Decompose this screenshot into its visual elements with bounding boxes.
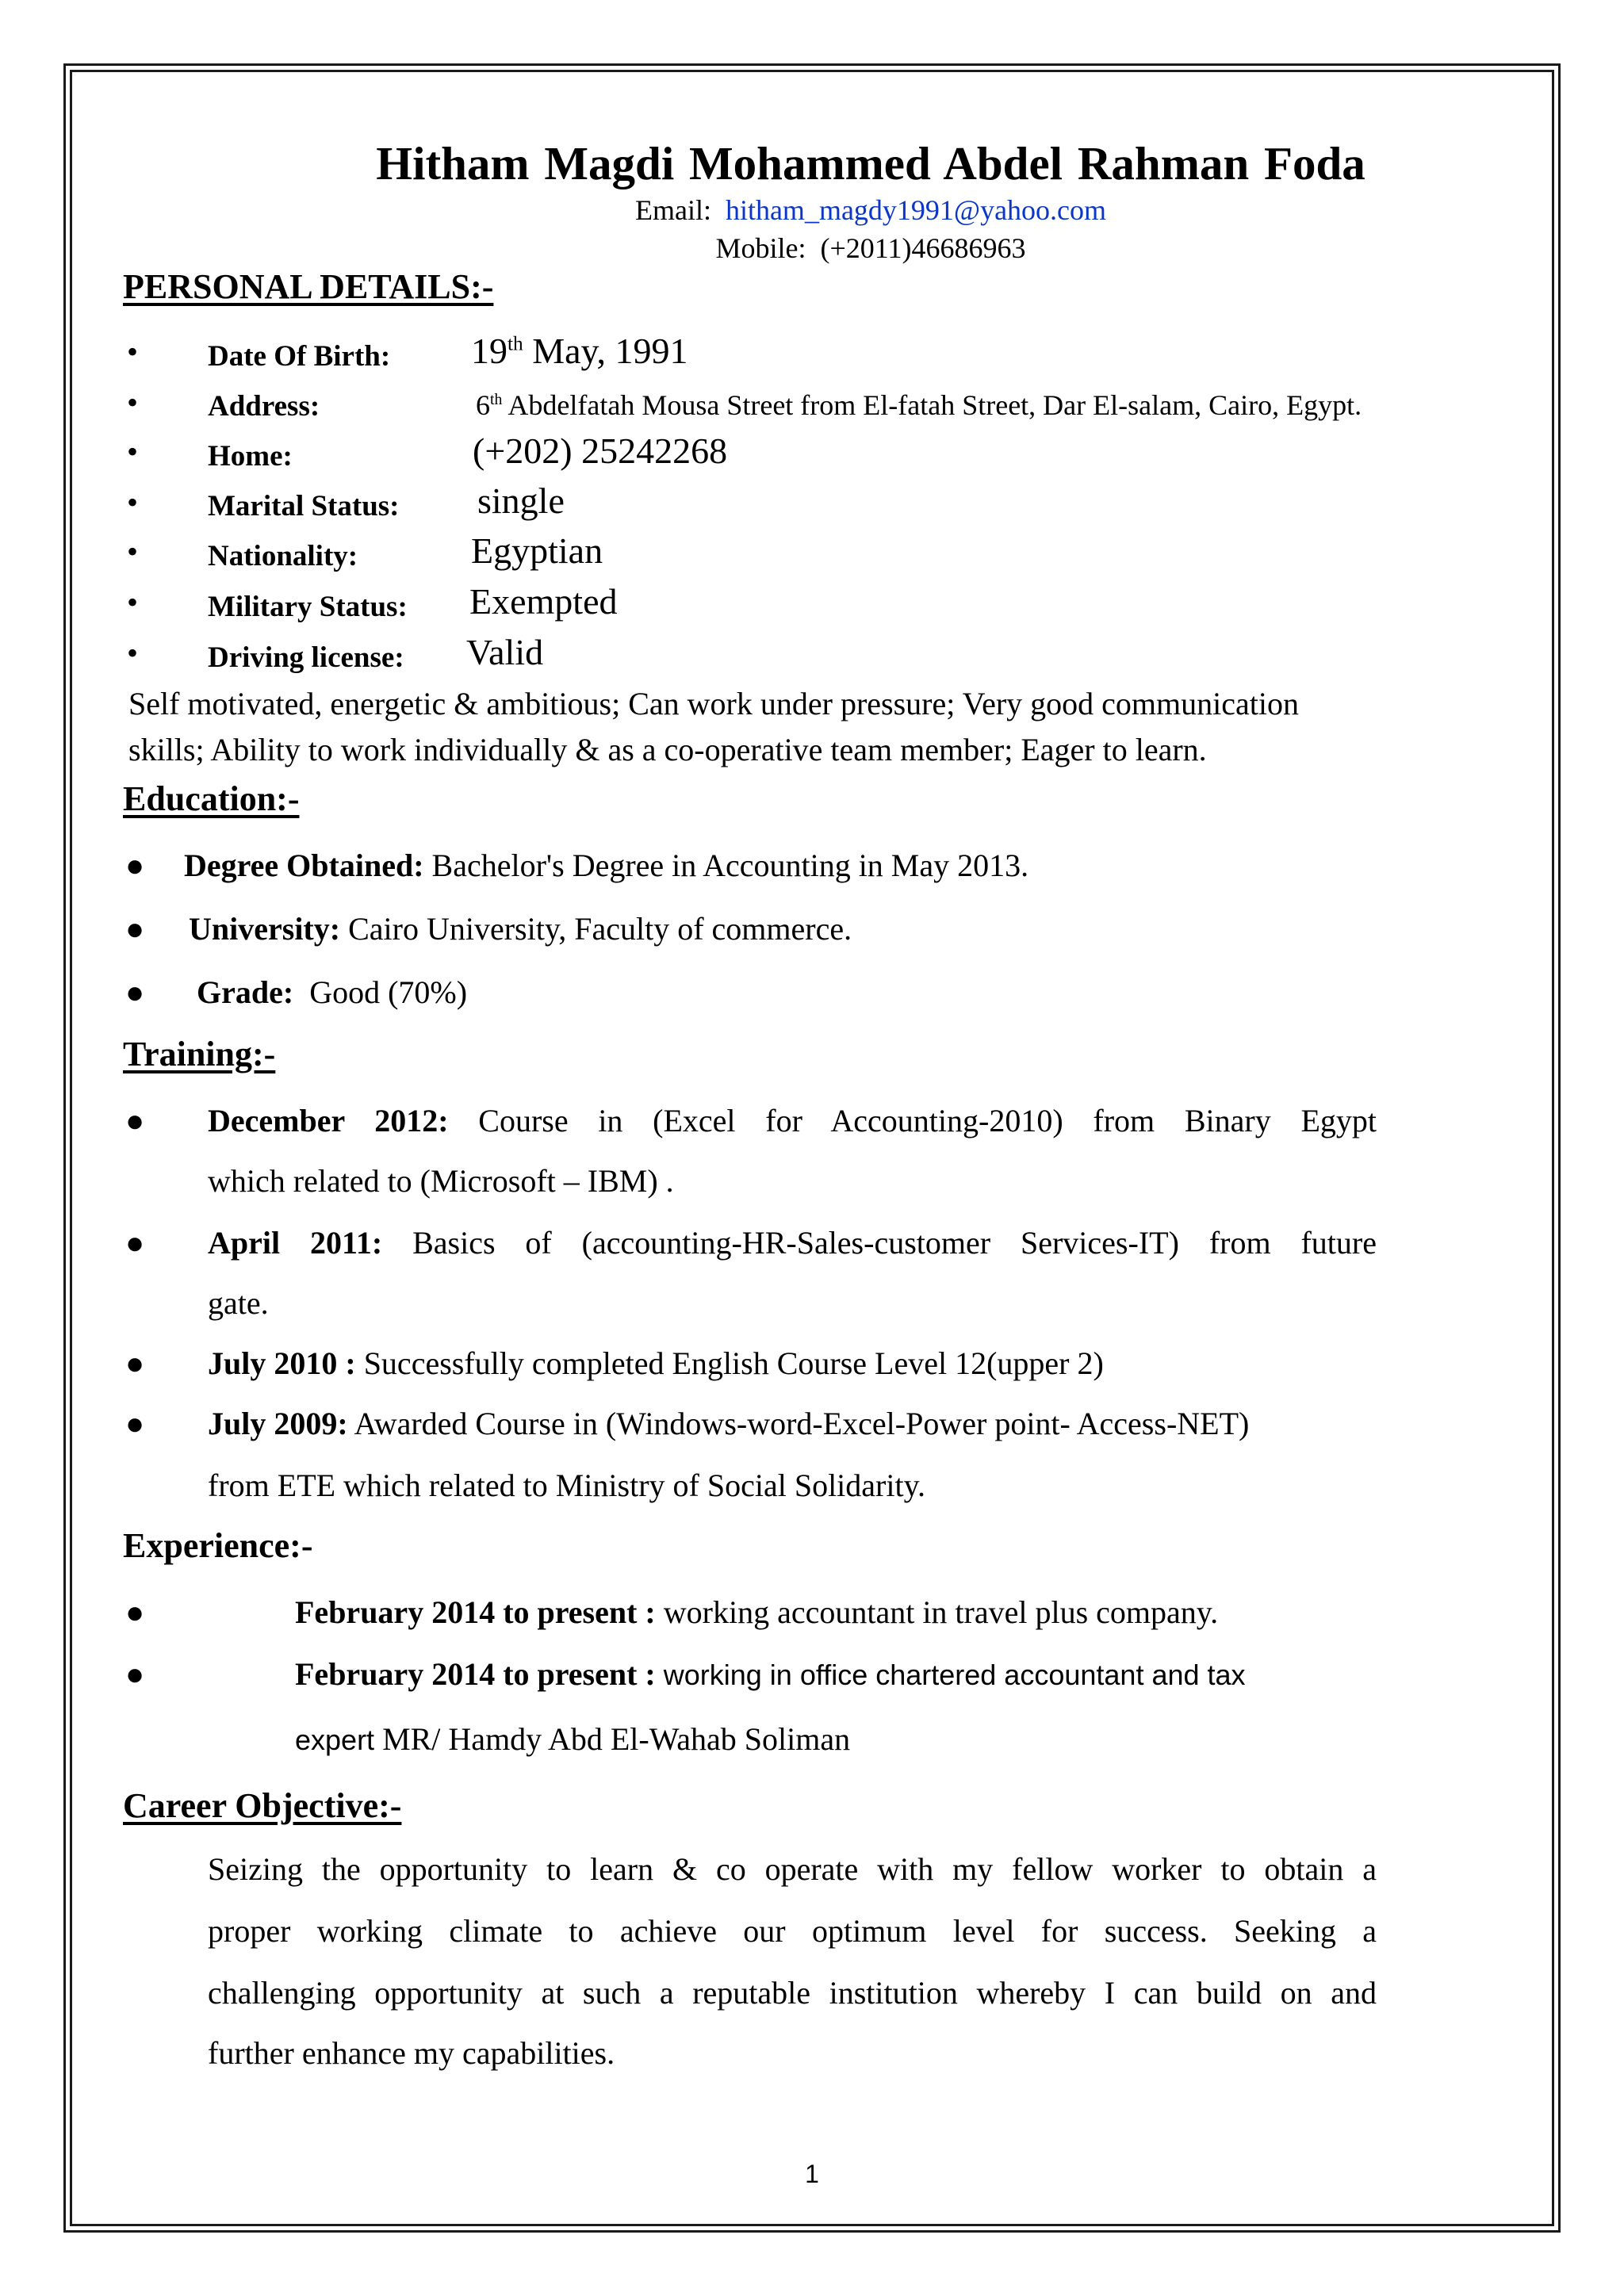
training-item: July 2010 : Successfully completed English Course Level 12(upper 2) (208, 1345, 1104, 1381)
dob-value: 19th May, 1991 (471, 331, 688, 371)
bullet: ● (125, 1656, 145, 1692)
home-label: Home: (208, 440, 293, 473)
bullet: • (127, 534, 139, 569)
education-university: University: Cairo University, Faculty of commerce. (189, 911, 852, 947)
training-item: July 2009: Awarded Course in (Windows-word-Excel-Power point- Access-NET) (208, 1406, 1250, 1441)
bullet: ● (125, 974, 145, 1010)
bullet: • (127, 484, 139, 520)
nationality-value: Egyptian (471, 530, 603, 571)
military-status-label: Military Status: (208, 591, 408, 623)
bullet: ● (125, 911, 145, 947)
summary-line: Self motivated, energetic & ambitious; Can work under pressure; Very good communication (128, 686, 1299, 721)
training-item-continued: from ETE which related to Ministry of Social Solidarity. (208, 1468, 925, 1503)
marital-status-value: single (477, 480, 565, 521)
bullet: • (127, 635, 139, 671)
address-value: 6th Abdelfatah Mousa Street from El-fatah Street, Dar El-salam, Cairo, Egypt. (476, 389, 1362, 421)
email-label: Email: (634, 194, 711, 226)
education-grade: Grade: Good (70%) (197, 974, 468, 1010)
objective-line: proper working climate to achieve our optimum level for success. Seeking a (208, 1913, 1377, 1949)
bullet: ● (125, 848, 145, 883)
training-item: April 2011: Basics of (accounting-HR-Sales-customer Services-IT) from future (208, 1225, 1377, 1261)
bullet: ● (125, 1406, 145, 1441)
driving-license-label: Driving license: (208, 641, 404, 674)
military-status-value: Exempted (469, 581, 618, 622)
bullet: • (127, 385, 139, 420)
page-number: 1 (805, 2160, 819, 2188)
email-link[interactable]: hitham_magdy1991@yahoo.com (725, 194, 1107, 226)
bullet: • (127, 434, 139, 469)
experience-item: February 2014 to present : working in office chartered accountant and tax (295, 1656, 1246, 1692)
bullet: ● (125, 1345, 145, 1381)
summary-line: skills; Ability to work individually & as a co-operative team member; Eager to learn. (128, 732, 1207, 767)
dob-label: Date Of Birth: (208, 340, 391, 373)
bullet: ● (125, 1103, 145, 1138)
career-objective-heading: Career Objective:- (123, 1786, 402, 1825)
education-heading: Education:- (123, 779, 300, 818)
mobile-line (0, 232, 1624, 265)
objective-line: further enhance my capabilities. (208, 2035, 615, 2071)
training-item: December 2012: Course in (Excel for Accounting-2010) from Binary Egypt (208, 1103, 1377, 1138)
email-line (0, 193, 1624, 227)
mobile-number: (+2011)46686963 (820, 232, 1026, 264)
address-label: Address: (208, 390, 320, 423)
driving-license-value: Valid (466, 632, 544, 672)
objective-line: challenging opportunity at such a reputable institution whereby I can build on and (208, 1975, 1377, 2011)
marital-status-label: Marital Status: (208, 490, 400, 522)
education-degree: Degree Obtained: Bachelor's Degree in Accounting in May 2013. (184, 848, 1029, 883)
training-item-continued: which related to (Microsoft – IBM) . (208, 1163, 674, 1199)
mobile-label: Mobile: (715, 232, 806, 264)
experience-heading: Experience:- (123, 1526, 313, 1565)
bullet: ● (125, 1594, 145, 1630)
nationality-label: Nationality: (208, 540, 358, 572)
home-phone: (+202) 25242268 (473, 430, 728, 471)
training-heading: Training:- (123, 1035, 276, 1073)
experience-item: February 2014 to present : working accountant in travel plus company. (295, 1594, 1219, 1630)
objective-line: Seizing the opportunity to learn & co operate with my fellow worker to obtain a (208, 1851, 1377, 1887)
candidate-name: Hitham Magdi Mohammed Abdel Rahman Foda (376, 137, 1365, 189)
training-item-continued: gate. (208, 1285, 269, 1321)
bullet: ● (125, 1225, 145, 1261)
bullet: • (127, 334, 139, 369)
bullet: • (127, 584, 139, 620)
experience-item-continued: expert MR/ Hamdy Abd El-Wahab Soliman (295, 1721, 851, 1757)
personal-details-heading: PERSONAL DETAILS:- (123, 267, 494, 306)
